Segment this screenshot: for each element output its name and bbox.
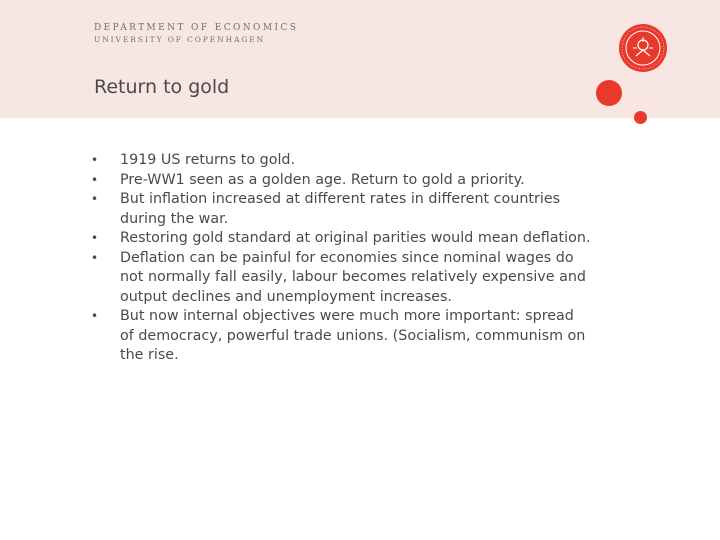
bullet-text: Restoring gold standard at original parities would mean deflation. [120,230,591,246]
bullet-list [91,151,591,366]
decorative-dot-small [634,111,647,124]
bullet-text: Deflation can be painful for economies since nominal wages do not normally fall easily, labour becomes relatively expensive and output declines and unemployment increases. [120,249,587,305]
bullet-dot-icon: • [91,250,99,265]
bullet-item [91,229,591,249]
bullet-dot-icon: • [91,309,99,323]
bullet-text: But inflation increased at different rates in different countries during the war. [120,191,561,227]
university-name: UNIVERSITY OF COPENHAGEN [94,35,266,44]
bullet-item [91,190,591,229]
bullet-text: Pre-WW1 seen as a golden age. Return to gold a priority. [120,171,525,188]
bullet-dot-icon: • [91,192,99,206]
bullet-item [91,171,591,191]
department-name: DEPARTMENT OF ECONOMICS [94,23,299,33]
decorative-dot-large [596,80,622,106]
bullet-text: But now internal objectives were much more important: spread of democracy, powerful trade unions. (Socialism, communism on the rise. [120,308,586,363]
bullet-item [91,307,591,366]
bullet-item [91,151,591,171]
slide-title: Return to gold [94,76,230,98]
bullet-dot-icon: • [91,153,99,167]
university-seal-icon [618,23,668,73]
bullet-text: 1919 US returns to gold. [120,152,296,168]
bullet-dot-icon: • [91,172,99,187]
bullet-dot-icon: • [91,231,99,245]
bullet-item [91,249,591,308]
